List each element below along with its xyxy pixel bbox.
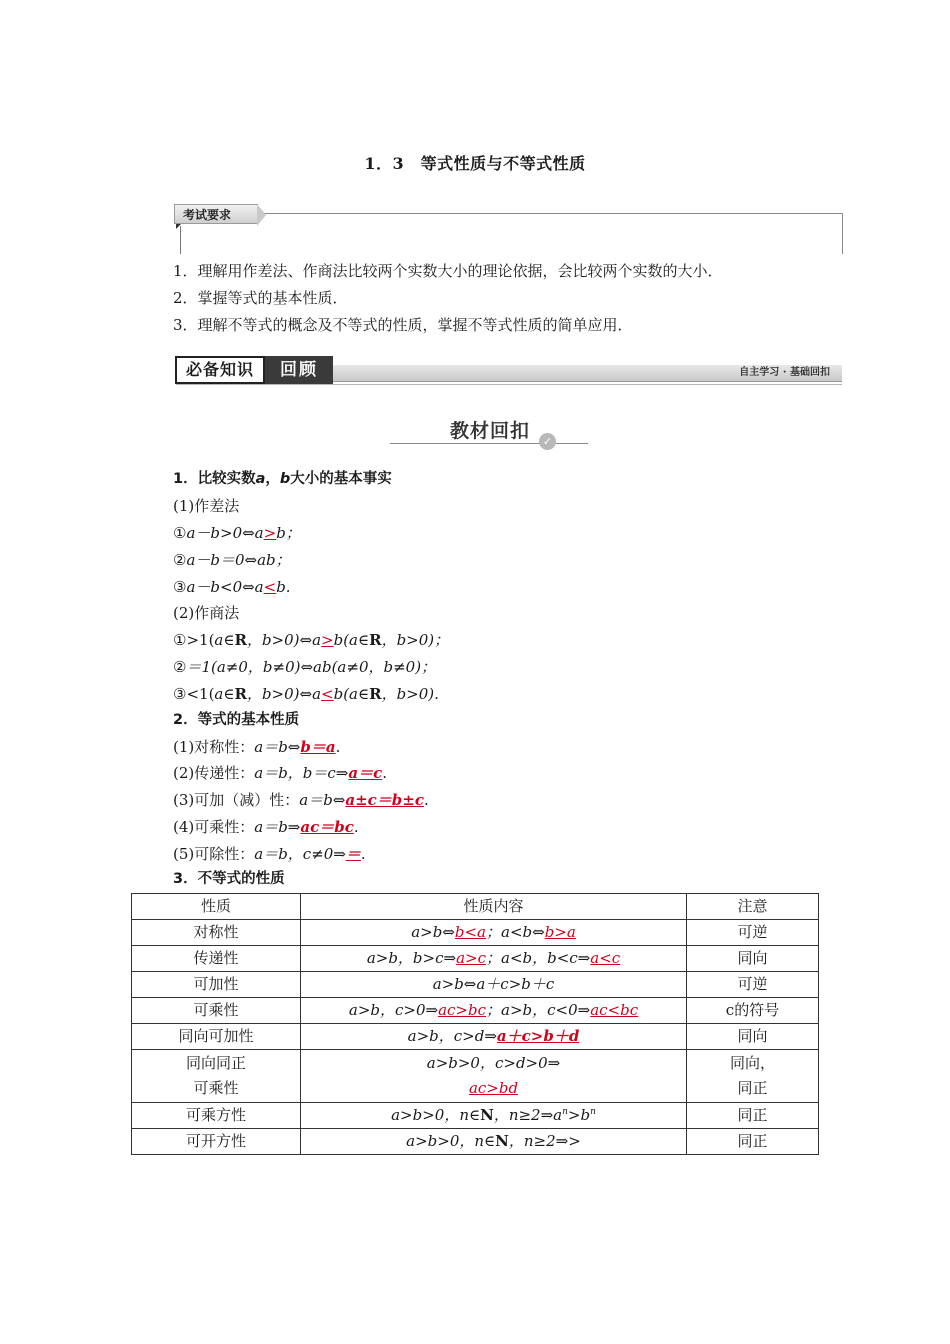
answer-blank: a<c [590,949,621,967]
property-name: 对称性 [132,920,301,946]
table-row [132,998,819,1024]
answer-blank: a＋c>b＋d [496,1027,580,1045]
answer-blank: a＝c [348,764,383,782]
column-header: 性质内容 [301,894,687,920]
property-content [301,1129,687,1155]
item-marker: ② [173,551,187,569]
column-header: 注意 [687,894,819,920]
answer-blank: ac<bc [590,1001,639,1019]
formula: a>b⇔a＋c>b＋c [432,975,555,993]
formula: ＝1(a≠0，b≠0)⇔ab(a≠0，b≠0)； [186,658,437,676]
requirement-item: 2．掌握等式的基本性质． [173,289,348,307]
section1-heading-comma: ， [265,471,280,487]
period: . [424,791,429,809]
section-banner-label-dark: 回顾 [265,356,333,384]
difference-item [173,574,291,600]
section1-heading [173,466,392,492]
property-note [687,1050,819,1103]
formula: a＝b，b＝c⇒ [254,764,349,782]
formula: a＝b，c≠0⇒ [254,845,346,863]
requirements-frame [176,213,843,254]
equality-property [173,760,387,786]
section1-heading-prefix: 1．比较实数 [173,471,256,487]
item-marker: ① [173,524,187,542]
exponent: n [562,1107,568,1117]
property-label: (3)可加（减）性： [173,791,300,809]
quotient-item [173,654,436,680]
reals-symbol: R [234,631,247,649]
section1-heading-suffix: 大小的基本事实 [290,471,392,487]
formula: ，n≥2⇒> [508,1132,581,1150]
requirement-item: 3．理解不等式的概念及不等式的性质，掌握不等式性质的简单应用． [173,316,633,334]
property-name: 可乘方性 [132,1103,301,1129]
formula: a∈ [214,685,235,703]
difference-item [173,547,291,573]
section-banner-label: 必备知识 [175,356,265,384]
var-b: b [279,471,291,487]
formula: a>b，b>c⇒ [366,949,457,967]
page-title: 1．3 等式性质与不等式性质 [364,154,586,173]
property-note-line: 同正 [737,1079,768,1097]
answer-blank: a>c [456,949,486,967]
formula-tail: ，b>0)； [381,631,450,649]
property-note: 可逆 [687,972,819,998]
quotient-item [173,681,439,707]
period: . [353,818,359,836]
answer-blank: < [263,578,277,596]
answer-blank: < [321,685,334,703]
subsection-title-rule [390,443,588,444]
section2-heading: 2．等式的基本性质 [173,712,300,728]
requirements-tag-arrow-icon [257,204,266,226]
equality-property [173,814,359,840]
difference-method-title: (1)作差法 [173,497,240,515]
formula: a－b＝0⇔ab； [186,551,291,569]
subsection-title: 教材回扣 [449,420,530,442]
table-row [132,972,819,998]
formula-tail: b(a∈ [333,631,370,649]
property-name: 可开方性 [132,1129,301,1155]
property-note: 同向 [687,946,819,972]
quotient-item [173,627,449,653]
formula: a－b<0⇔a [186,578,264,596]
answer-blank: ac>bd [468,1079,519,1097]
property-content [301,920,687,946]
formula: a>b，c>d⇒ [407,1027,497,1045]
requirement-item: 1．理解用作差法、作商法比较两个实数大小的理论依据，会比较两个实数的大小． [173,262,723,280]
item-marker: ① [173,631,187,649]
formula: a＝b⇔ [299,791,346,809]
table-row [132,920,819,946]
answer-blank: ＝ [345,845,361,863]
equality-property [173,734,340,760]
formula: >1( [186,631,215,649]
formula: a>b>0，n∈ [406,1132,496,1150]
formula-tail: b； [276,524,301,542]
exponent: n [590,1107,596,1117]
section3-heading: 3．不等式的性质 [173,871,285,887]
property-name [132,1050,301,1103]
table-row [132,1050,819,1103]
property-label: (5)可除性： [173,845,255,863]
section-banner-underline [176,384,842,385]
property-content [301,998,687,1024]
formula-tail: b(a∈ [333,685,370,703]
property-label: (2)传递性： [173,764,255,782]
formula: ；a<b⇔ [486,923,545,941]
table-row [132,946,819,972]
formula: a>b>0，c>d>0⇒ [426,1054,561,1072]
inequality-properties-table [131,893,819,1155]
table-row [132,1024,819,1050]
formula: ；a>b，c<0⇒ [486,1001,591,1019]
formula-tail: b. [276,578,291,596]
formula: ，b>0)⇔a [246,631,322,649]
formula: ，b>0)⇔a [246,685,322,703]
property-name-line: 可乘性 [193,1079,239,1097]
answer-blank: b<a [454,923,486,941]
answer-blank: b＝a [300,738,336,756]
property-note: 可逆 [687,920,819,946]
reals-symbol: R [369,685,382,703]
requirements-tag-fold-icon [176,224,181,229]
requirements-tag: 考试要求 [174,204,258,224]
property-name: 可乘性 [132,998,301,1024]
answer-blank: > [263,524,277,542]
answer-blank: ac>bc [438,1001,486,1019]
section-banner-subtitle: 自主学习 · 基础回扣 [739,367,830,378]
formula: <1( [186,685,215,703]
answer-blank: > [321,631,334,649]
property-content [301,1103,687,1129]
property-note-line: 同向， [729,1054,775,1072]
property-content [301,946,687,972]
property-note: 同正 [687,1129,819,1155]
formula: ，n≥2⇒a [493,1106,563,1124]
property-name: 传递性 [132,946,301,972]
table-row [132,1129,819,1155]
item-marker: ② [173,658,187,676]
column-header: 性质 [132,894,301,920]
property-note: 同向 [687,1024,819,1050]
formula: >b [567,1106,591,1124]
item-marker: ③ [173,685,187,703]
property-content [301,972,687,998]
formula: a＝b⇒ [254,818,301,836]
property-label: (1)对称性： [173,738,255,756]
requirements-frame-left [180,226,181,254]
formula: a∈ [214,631,235,649]
naturals-symbol: N [480,1106,494,1124]
period: . [360,845,366,863]
property-label: (4)可乘性： [173,818,255,836]
reals-symbol: R [369,631,382,649]
answer-blank: a±c＝b±c [345,791,424,809]
answer-blank: b>a [544,923,576,941]
property-note: 同正 [687,1103,819,1129]
property-name-line: 同向同正 [185,1054,246,1072]
property-name: 可加性 [132,972,301,998]
check-icon: ✓ [539,433,556,450]
property-note: c的符号 [687,998,819,1024]
formula: a＝b⇔ [254,738,301,756]
property-content [301,1024,687,1050]
table-row [132,1103,819,1129]
formula: a>b，c>0⇒ [348,1001,439,1019]
var-a: a [255,471,266,487]
difference-item [173,520,301,546]
table-header-row [132,894,819,920]
reals-symbol: R [234,685,247,703]
formula: a－b>0⇔a [186,524,264,542]
item-marker: ③ [173,578,187,596]
equality-property [173,841,366,867]
formula: ；a<b，b<c⇒ [486,949,591,967]
period: . [382,764,388,782]
quotient-method-title: (2)作商法 [173,604,240,622]
property-content [301,1050,687,1103]
formula: a>b>0，n∈ [391,1106,481,1124]
formula: a>b⇔ [411,923,455,941]
period: . [335,738,341,756]
equality-property [173,787,429,813]
answer-blank: ac＝bc [300,818,354,836]
naturals-symbol: N [495,1132,509,1150]
formula-tail: ，b>0). [381,685,439,703]
property-name: 同向可加性 [132,1024,301,1050]
